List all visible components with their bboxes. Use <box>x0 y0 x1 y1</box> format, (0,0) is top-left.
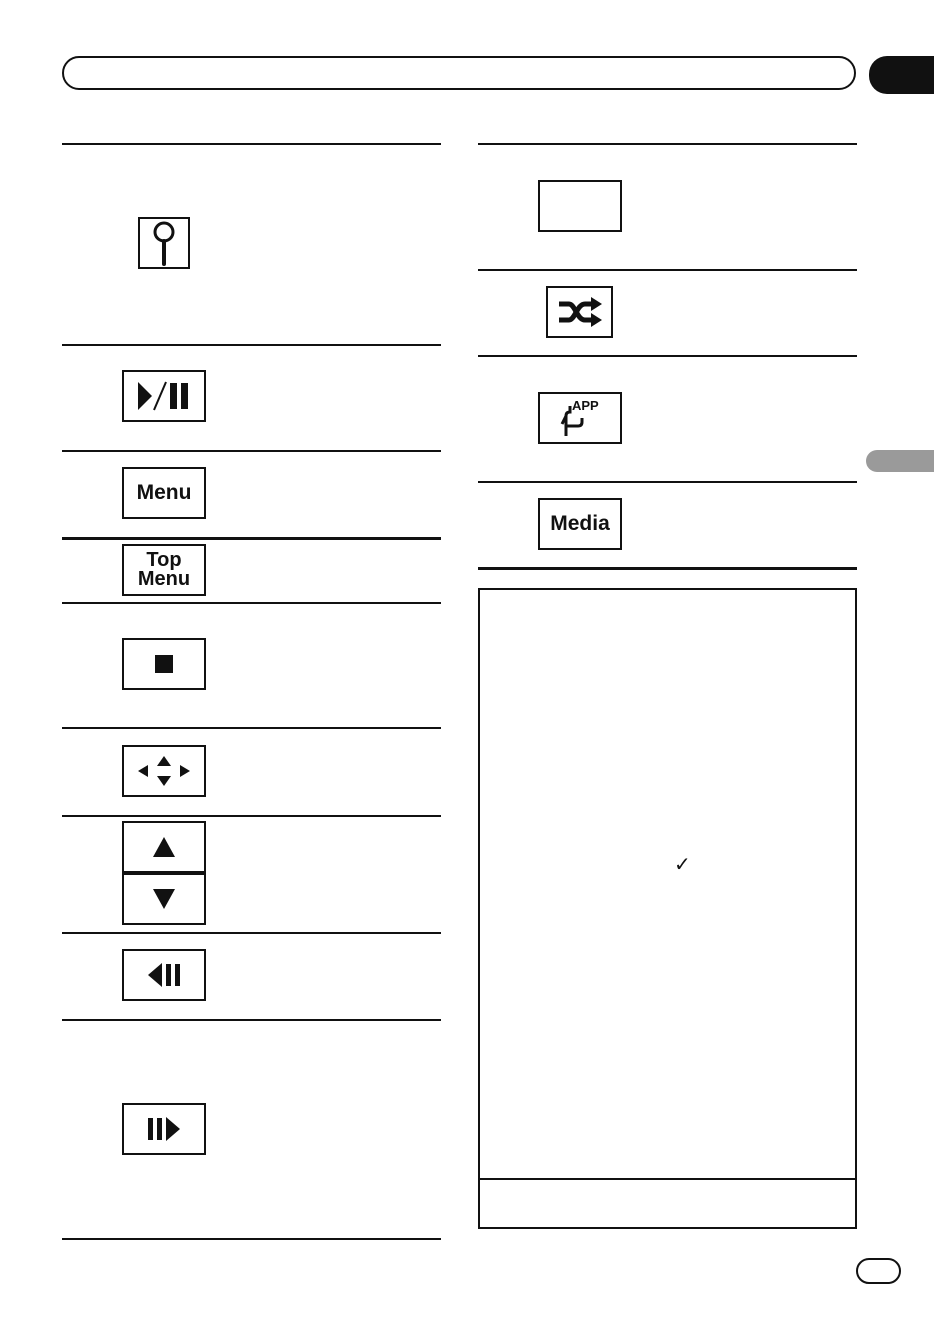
checkmark-icon: ✓ <box>674 852 691 876</box>
play-pause-icon <box>134 378 194 414</box>
right-rule-bottom <box>478 567 857 570</box>
left-rule <box>62 537 441 540</box>
down-arrow-icon <box>151 887 177 911</box>
right-rule-top <box>478 143 857 145</box>
direction-arrows-icon <box>136 753 192 789</box>
slow-forward-button[interactable] <box>122 1103 206 1155</box>
right-rule <box>478 355 857 357</box>
stop-icon <box>153 653 175 675</box>
menu-button[interactable] <box>122 467 206 519</box>
section-tab <box>869 56 934 94</box>
left-rule <box>62 815 441 817</box>
shuffle-icon <box>557 296 603 328</box>
slow-reverse-icon <box>144 961 184 989</box>
slow-forward-icon <box>144 1115 184 1143</box>
stop-button[interactable] <box>122 638 206 690</box>
media-button[interactable] <box>538 498 622 550</box>
left-rule-bottom <box>62 1238 441 1240</box>
menu-button-label: Menu <box>136 481 192 504</box>
up-button[interactable] <box>122 821 206 873</box>
left-rule-top <box>62 143 441 145</box>
header-pill <box>62 56 856 90</box>
top-menu-line2: Menu <box>137 568 191 590</box>
play-pause-button[interactable] <box>122 370 206 422</box>
up-arrow-icon <box>151 835 177 859</box>
media-button-label: Media <box>550 512 610 535</box>
right-rule <box>478 269 857 271</box>
page-number-badge <box>856 1258 901 1284</box>
note-box <box>478 588 857 1229</box>
right-rule <box>478 481 857 483</box>
note-separator <box>480 1178 855 1180</box>
top-menu-line1: Top <box>146 549 182 571</box>
top-menu-button[interactable] <box>122 544 206 596</box>
app-button[interactable] <box>538 392 622 444</box>
left-rule <box>62 932 441 934</box>
left-rule <box>62 450 441 452</box>
left-rule <box>62 602 441 604</box>
app-hand-icon <box>552 396 608 440</box>
app-label: APP <box>572 398 599 413</box>
side-tab <box>866 450 934 472</box>
search-icon <box>150 220 178 266</box>
search-button[interactable] <box>138 217 190 269</box>
slow-reverse-button[interactable] <box>122 949 206 1001</box>
left-rule <box>62 344 441 346</box>
left-rule <box>62 1019 441 1021</box>
left-rule <box>62 727 441 729</box>
down-button[interactable] <box>122 873 206 925</box>
shuffle-button[interactable] <box>546 286 613 338</box>
direction-button[interactable] <box>122 745 206 797</box>
blank-button[interactable] <box>538 180 622 232</box>
